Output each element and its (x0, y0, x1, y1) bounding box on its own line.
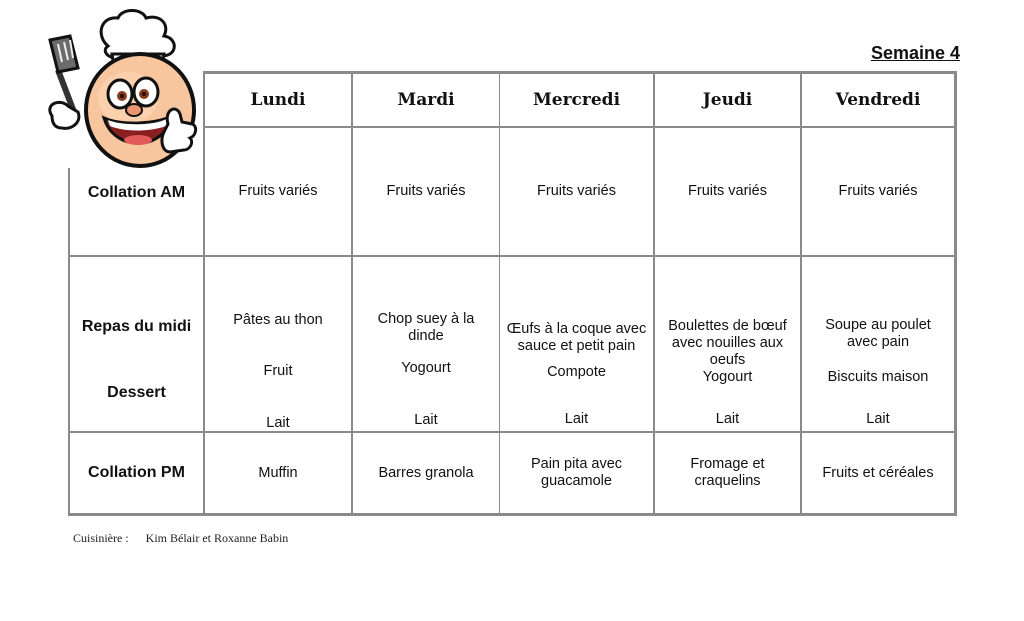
day-header: Vendredi (835, 90, 921, 110)
row-label-repas-midi: Repas du midi (81, 318, 192, 335)
collation-pm-cell: Pain pita avec guacamole (530, 456, 623, 489)
lunch-main-cell: Boulettes de bœuf avec nouilles aux oeufs (668, 317, 787, 368)
lunch-main-cell: Soupe au poulet avec pain (825, 317, 931, 350)
collation-am-cell: Fruits variés (386, 183, 466, 199)
row-label-collation-am: Collation AM (87, 183, 186, 201)
cook-label: Cuisinière : (73, 531, 129, 545)
day-header: Mercredi (532, 90, 621, 110)
cook-names: Kim Bélair et Roxanne Babin (145, 531, 289, 545)
lunch-main-cell: Chop suey à la dinde (377, 311, 475, 344)
lunch-dessert-cell: Fruit (263, 362, 293, 379)
lunch-dessert-cell: Yogourt (702, 368, 753, 385)
collation-am-cell: Fruits variés (838, 183, 918, 199)
row-label-collation-pm: Collation PM (88, 464, 185, 481)
lunch-main-cell: Pâtes au thon (233, 311, 323, 328)
collation-am-cell: Fruits variés (238, 183, 318, 199)
day-header: Jeudi (702, 90, 753, 110)
lunch-drink-cell: Lait (715, 410, 740, 427)
day-header: Lundi (250, 90, 306, 110)
collation-pm-cell: Muffin (258, 464, 298, 481)
collation-am-cell: Fruits variés (688, 183, 767, 199)
chef-egg-mascot-icon (38, 6, 198, 168)
lunch-drink-cell: Lait (266, 414, 290, 431)
row-label-dessert: Dessert (107, 384, 166, 401)
collation-pm-cell: Fruits et céréales (822, 464, 934, 481)
lunch-dessert-cell: Compote (547, 363, 606, 380)
cook-credits (73, 531, 288, 546)
collation-pm-cell: Barres granola (378, 464, 474, 481)
lunch-drink-cell: Lait (564, 410, 589, 427)
collation-pm-cell: Fromage et craquelins (690, 456, 765, 489)
day-header: Mardi (397, 90, 455, 110)
lunch-drink-cell: Lait (414, 411, 438, 428)
lunch-main-cell: Œufs à la coque avec sauce et petit pain (506, 321, 647, 354)
lunch-dessert-cell: Yogourt (401, 359, 451, 376)
week-label: Semaine 4 (870, 43, 960, 63)
collation-am-cell: Fruits variés (537, 183, 616, 199)
lunch-dessert-cell: Biscuits maison (827, 368, 929, 385)
lunch-drink-cell: Lait (866, 410, 890, 427)
